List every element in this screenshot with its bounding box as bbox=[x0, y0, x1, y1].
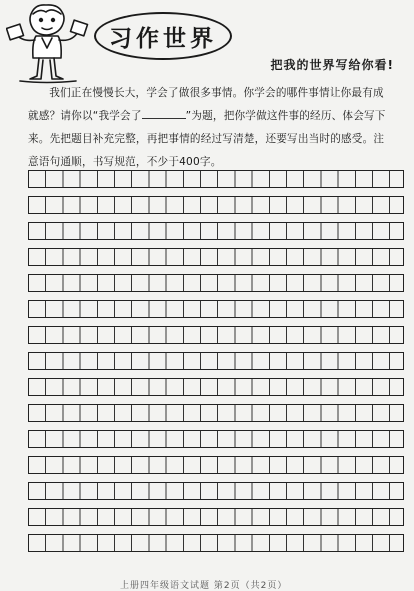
grid-row[interactable] bbox=[28, 404, 404, 422]
grid-row[interactable] bbox=[28, 352, 404, 370]
prompt-text-part2: ”为题，把你学做这件事的经历、体会写下来。先把题目补充完整，再把事情的经过写清楚，还要写出当时的感受。注意语句通顺，书写规范，不少于400字。 bbox=[28, 110, 386, 168]
grid-row[interactable] bbox=[28, 430, 404, 448]
grid-row[interactable] bbox=[28, 456, 404, 474]
grid-row[interactable] bbox=[28, 378, 404, 396]
title-blank[interactable] bbox=[142, 107, 186, 119]
page-title: 习作世界 bbox=[109, 24, 217, 52]
grid-row[interactable] bbox=[28, 196, 404, 214]
grid-row[interactable] bbox=[28, 326, 404, 344]
grid-row[interactable] bbox=[28, 534, 404, 552]
grid-row[interactable] bbox=[28, 170, 404, 188]
page-footer: 上册四年级语文试题 第2页（共2页） bbox=[120, 581, 288, 591]
writing-grid bbox=[28, 170, 404, 560]
grid-row[interactable] bbox=[28, 508, 404, 526]
cartoon-boy-holding-book-icon bbox=[6, 2, 90, 84]
title-oval bbox=[94, 12, 232, 60]
prompt-text-part1: 我们正在慢慢长大，学会了做很多事情。你学会的哪件事情让你最有成就感？请你以“我学会了 bbox=[28, 87, 384, 122]
writing-prompt bbox=[28, 82, 392, 174]
subtitle: 把我的世界写给你看! bbox=[270, 58, 394, 72]
grid-row[interactable] bbox=[28, 482, 404, 500]
grid-row[interactable] bbox=[28, 222, 404, 240]
grid-row[interactable] bbox=[28, 274, 404, 292]
grid-row[interactable] bbox=[28, 300, 404, 318]
grid-row[interactable] bbox=[28, 248, 404, 266]
